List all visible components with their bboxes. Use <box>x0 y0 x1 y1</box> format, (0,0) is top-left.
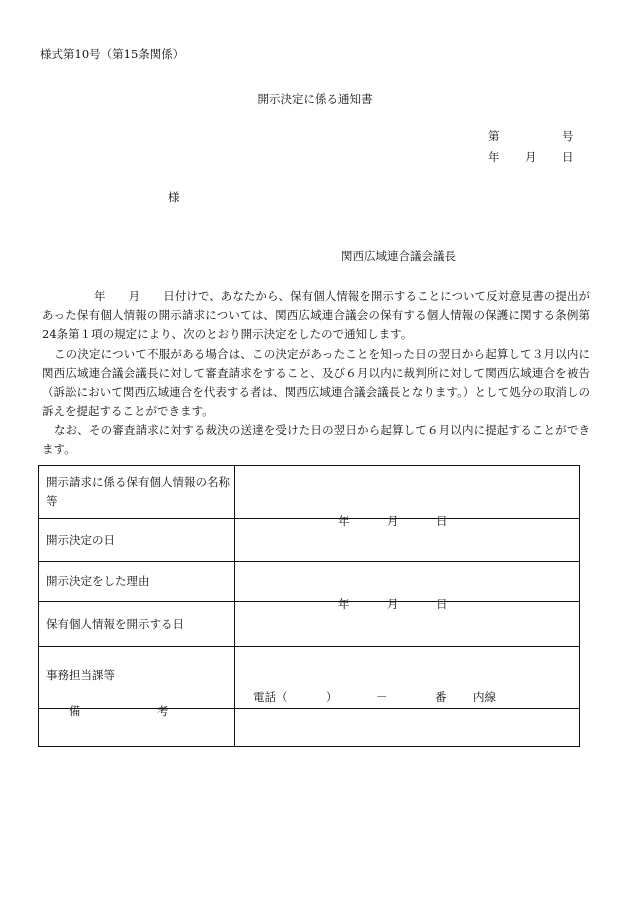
body-paragraph-1: 年 月 日付けで、あなたから、保有個人情報を開示することについて反対意見書の提出があった保有個人情報の開示請求については、関西広域連合議会の保有する個人情報の保護に関する条例第24条第１項の規定により、次のとおり開示決定をしたので通知します。 <box>42 289 590 341</box>
decision-date-year: 年 <box>338 514 350 528</box>
document-title: 開示決定に係る通知書 <box>257 92 373 106</box>
decision-reason-label: 開示決定をした理由 <box>39 562 235 602</box>
decision-date-day: 日 <box>436 514 448 528</box>
tel-close: ） <box>326 690 338 704</box>
remarks-value <box>235 709 580 747</box>
table-row <box>39 519 580 562</box>
table-row <box>39 602 580 647</box>
disclosure-date-month: 月 <box>387 597 399 611</box>
form-number: 様式第10号（第15条関係） <box>40 47 185 61</box>
decision-date-month: 月 <box>387 514 399 528</box>
table-row <box>39 709 580 747</box>
table-row <box>39 647 580 709</box>
disclosure-date-label: 保有個人情報を開示する日 <box>39 602 235 647</box>
remarks-label <box>39 704 235 747</box>
sender-name: 関西広域連合議会議長 <box>341 249 456 263</box>
office-contact-value <box>235 647 580 709</box>
disclosure-date-day: 日 <box>436 597 448 611</box>
doc-number-label: 第 <box>488 129 500 143</box>
addressee-honorific: 様 <box>168 190 180 204</box>
decision-date-value <box>235 514 580 562</box>
disclosure-date-year: 年 <box>338 597 350 611</box>
details-table <box>38 465 580 747</box>
tel-ban: 番 <box>435 690 447 704</box>
info-name-value <box>235 466 580 519</box>
tel-extension: 内線 <box>473 690 496 704</box>
remarks-label-b: 考 <box>157 704 169 718</box>
body-paragraph-3: なお、その審査請求に対する裁決の送達を受けた日の翌日から起算して６月以内に提起することができます。 <box>42 423 590 456</box>
decision-reason-value <box>235 562 580 602</box>
issue-date-year: 年 <box>488 150 500 164</box>
body-paragraph-2: この決定について不服がある場合は、この決定があったことを知った日の翌日から起算して３月以内に関西広域連合議会議長に対して審査請求をすること、及び６月以内に裁判所に対して関西広域連合を被告（訴訟において関西広域連合を代表する者は、関西広域連合議会議長となります。）として処分の取消しの訴えを提起することができます。 <box>42 347 590 418</box>
doc-number-suffix: 号 <box>562 129 574 143</box>
tel-label: 電話（ <box>253 690 288 704</box>
decision-date-label: 開示決定の日 <box>39 519 235 562</box>
tel-dash: － <box>376 690 388 704</box>
issue-date-month: 月 <box>525 150 537 164</box>
issue-date-day: 日 <box>562 150 574 164</box>
info-name-label: 開示請求に係る保有個人情報の名称等 <box>39 466 235 519</box>
table-row <box>39 562 580 602</box>
remarks-label-a: 備 <box>69 704 81 718</box>
disclosure-date-value <box>235 597 580 647</box>
office-label: 事務担当課等 <box>39 647 235 709</box>
table-row <box>39 466 580 519</box>
